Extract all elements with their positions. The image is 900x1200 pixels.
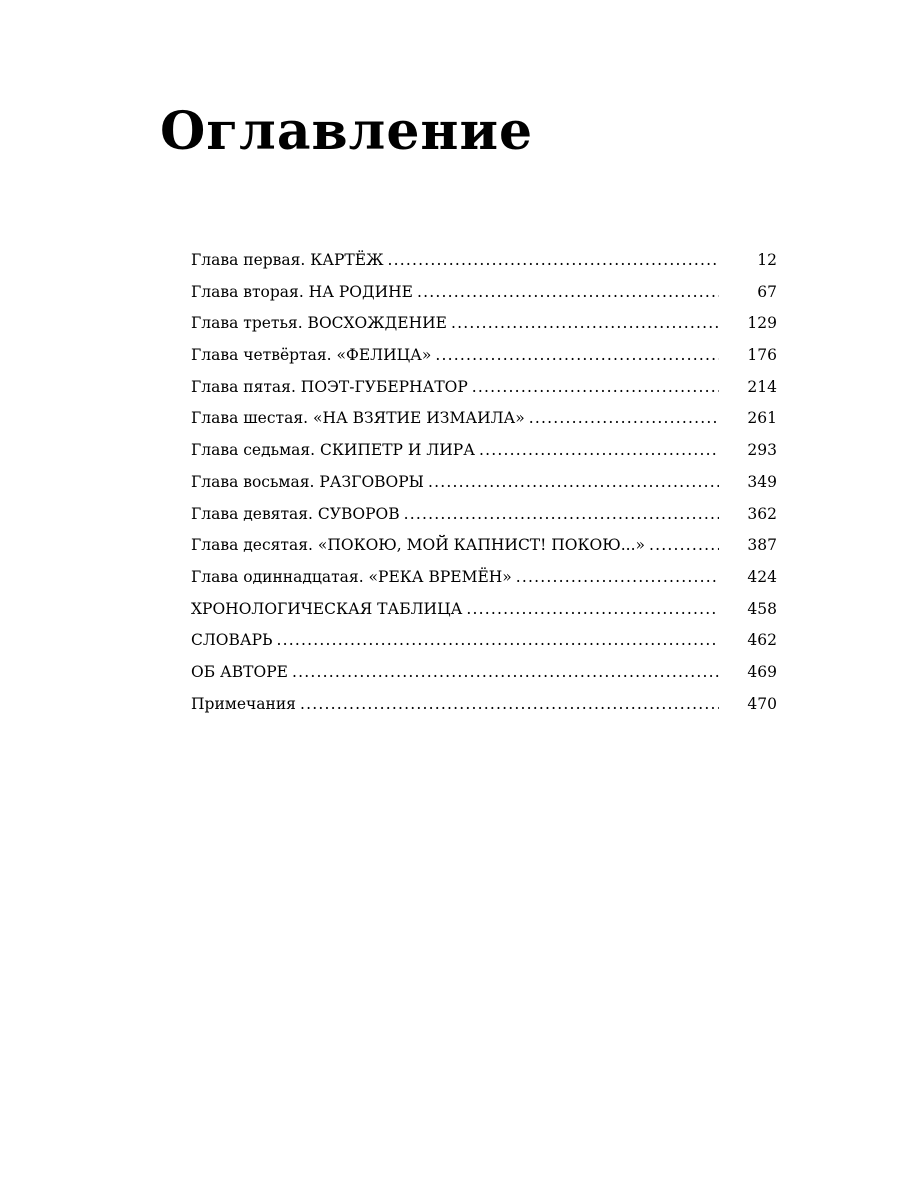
toc-entry-page: 458 <box>747 599 777 618</box>
toc-entry[interactable] <box>191 403 777 435</box>
dot-leader <box>292 657 719 689</box>
dot-leader <box>428 467 719 499</box>
toc-entry-page: 469 <box>747 662 777 681</box>
dot-leader <box>529 403 719 435</box>
toc-entry-page: 362 <box>747 504 777 523</box>
toc-entry-label: Глава пятая. ПОЭТ-ГУБЕРНАТОР <box>191 377 468 396</box>
dot-leader <box>277 625 719 657</box>
toc-entry[interactable] <box>191 499 777 531</box>
toc-entry[interactable] <box>191 277 777 309</box>
dot-leader <box>404 499 719 531</box>
toc-entry-page: 261 <box>747 409 777 428</box>
toc-entry[interactable] <box>191 689 777 721</box>
toc-entry-page: 424 <box>747 567 777 586</box>
toc-entry-label: Глава четвёртая. «ФЕЛИЦА» <box>191 346 432 365</box>
toc-entry-label: Глава десятая. «ПОКОЮ, МОЙ КАПНИСТ! ПОКОЮ...» <box>191 536 645 555</box>
toc-entry[interactable] <box>191 594 777 626</box>
toc-entry[interactable] <box>191 530 777 562</box>
toc-entry-label: Глава первая. КАРТЁЖ <box>191 251 384 269</box>
toc-entry-label: ОБ АВТОРЕ <box>191 662 288 681</box>
toc-entry[interactable] <box>191 625 777 657</box>
toc-entry-label: Примечания <box>191 694 296 713</box>
toc-entry[interactable] <box>191 435 777 467</box>
toc-entry[interactable] <box>191 245 777 277</box>
dot-leader <box>472 372 719 404</box>
dot-leader <box>435 340 719 372</box>
toc-entry-label: СЛОВАРЬ <box>191 631 273 650</box>
dot-leader <box>300 689 719 721</box>
toc-entry-page: 349 <box>747 472 777 491</box>
toc-entry-label: Глава шестая. «НА ВЗЯТИЕ ИЗМАИЛА» <box>191 409 525 428</box>
toc-entry[interactable] <box>191 562 777 594</box>
dot-leader <box>388 245 719 277</box>
toc-entry-label: Глава одиннадцатая. «РЕКА ВРЕМЁН» <box>191 567 512 586</box>
toc-entry-label: Глава восьмая. РАЗГОВОРЫ <box>191 472 424 491</box>
toc-entry-page: 129 <box>747 314 777 333</box>
toc-entry-label: ХРОНОЛОГИЧЕСКАЯ ТАБЛИЦА <box>191 599 463 618</box>
dot-leader <box>466 594 719 626</box>
toc-entry-page: 176 <box>747 346 777 365</box>
toc-entry-page: 462 <box>747 631 777 650</box>
toc-entry-label: Глава девятая. СУВОРОВ <box>191 504 400 523</box>
toc-entry[interactable] <box>191 372 777 404</box>
dot-leader <box>479 435 719 467</box>
dot-leader <box>649 530 719 562</box>
toc-entry-page: 470 <box>747 694 777 713</box>
toc-entry[interactable] <box>191 657 777 689</box>
toc-entry[interactable] <box>191 308 777 340</box>
toc-entry-label: Глава третья. ВОСХОЖДЕНИЕ <box>191 314 447 333</box>
toc-entry[interactable] <box>191 467 777 499</box>
table-of-contents <box>191 245 777 720</box>
toc-entry-page: 293 <box>747 441 777 460</box>
toc-entry-page: 387 <box>747 536 777 555</box>
toc-entry-page: 12 <box>757 251 777 269</box>
toc-entry-page: 67 <box>757 282 777 301</box>
toc-entry-page: 214 <box>747 377 777 396</box>
dot-leader <box>516 562 719 594</box>
toc-entry-label: Глава седьмая. СКИПЕТР И ЛИРА <box>191 441 475 460</box>
page-title: Оглавление <box>160 101 534 162</box>
dot-leader <box>451 308 719 340</box>
toc-entry[interactable] <box>191 340 777 372</box>
dot-leader <box>417 277 719 309</box>
toc-entry-label: Глава вторая. НА РОДИНЕ <box>191 282 413 301</box>
